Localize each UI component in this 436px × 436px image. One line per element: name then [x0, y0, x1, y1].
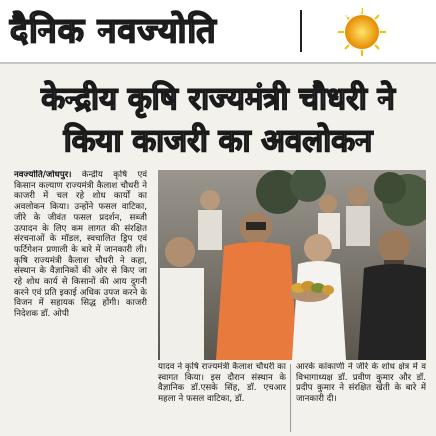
newspaper-masthead	[0, 0, 436, 64]
article-column-left	[14, 170, 147, 432]
article-column-middle: यादव ने कृषि राज्यमंत्री कैलाश चौधरी का स्वागत किया। इस दौरान संस्थान के वैज्ञानिक डॉ.एसके सिंह, डॉ. एचआर महला ने फसल वाटिका, डॉ.	[158, 362, 286, 405]
navajyoti-sun-logo-icon	[336, 6, 388, 58]
logo-text: NAVAJYOTI	[338, 6, 384, 26]
article-column-right: आरके कांकाणी ने जीरे के शोध क्षेत्र में व विभागाध्यक्ष डॉ. प्रवीण कुमार और डॉ. प्रदीप कुमार ने संरक्षित खेती के बारे में जानकारी दी।	[296, 362, 426, 405]
masthead-divider	[300, 10, 302, 52]
article-dateline: नवज्योति/जोधपुर।	[14, 170, 72, 180]
news-photo	[158, 170, 426, 360]
headline-line-1: केन्द्रीय कृषि राज्यमंत्री चौधरी ने	[41, 81, 395, 117]
column-divider	[290, 364, 291, 432]
news-photo-illustration	[158, 170, 426, 360]
article-headline	[12, 78, 424, 162]
article-body-left: केन्द्रीय कृषि एवं किसान कल्याण राज्यमंत्री कैलाश चौधरी ने काजरी में चल रहे शोध कार्यों का अवलोकन किया। उन्होंने फसल वाटिका, जीरे के जीवंत फसल प्रदर्शन, सब्जी उत्पादन के लिए कम लागत की संरक्षित संरचनाओं के मॉडल, स्वचालित ड्रिप एवं फर्टिगेशन प्रणाली के बारे में जानकारी ली। कृषि राज्यमंत्री कैलाश चौधरी ने कहा, संस्थान के वैज्ञानिकों की ओर से किए जा रहे शोध कार्य से किसानों की आय दुगनी करने एवं प्रति इकाई अधिक उपज करने के विजन में सहायक सिद्ध होंगी। काजरी निदेशक डॉ. ओपी	[14, 170, 147, 320]
headline-line-2: किया काजरी का अवलोकन	[63, 123, 373, 159]
newspaper-brand: दैनिक नवज्योति	[10, 11, 217, 51]
